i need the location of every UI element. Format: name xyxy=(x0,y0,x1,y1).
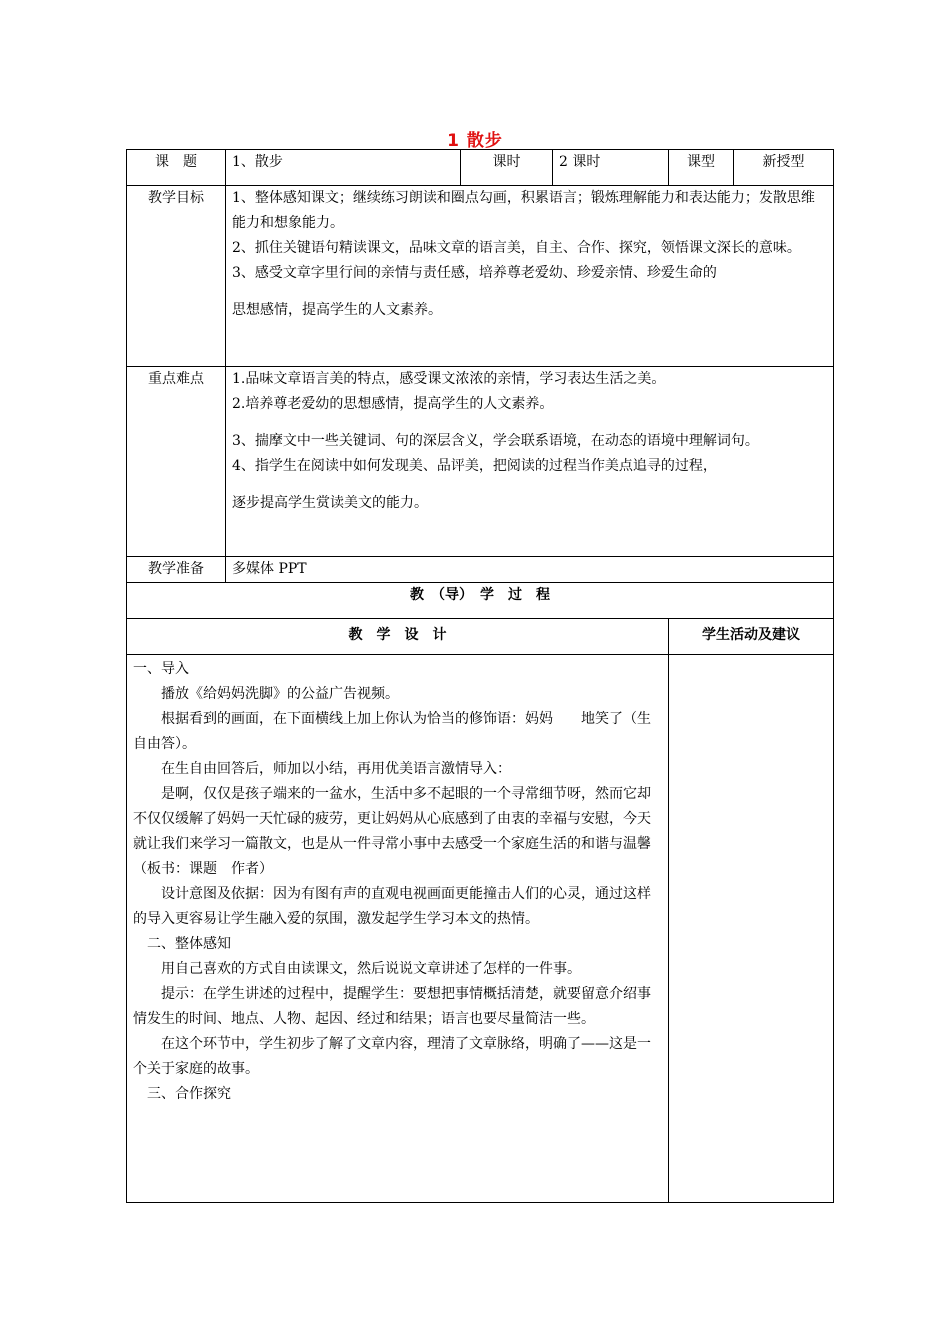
paragraph: 提示：在学生讲述的过程中，提醒学生：要想把事情概括清楚，就要留意介绍事情发生的时间、地点、人物、起因、经过和结果；语言也要尽量简洁一些。 xyxy=(133,986,651,1027)
paragraph: 在生自由回答后，师加以小结，再用优美语言激情导入： xyxy=(161,761,511,777)
goals-label: 教学目标 xyxy=(127,186,226,367)
type-label: 课型 xyxy=(669,150,734,186)
lesson-plan-table xyxy=(126,149,834,1203)
prep-row xyxy=(127,557,834,583)
goals-row xyxy=(127,186,834,367)
paragraph: 根据看到的画面，在下面横线上加上你认为恰当的修饰语：妈妈 地笑了（生自由答）。 xyxy=(133,711,651,752)
goal-item: 3、感受文章字里行间的亲情与责任感，培养尊老爱幼、珍爱亲情、珍爱生命的 xyxy=(232,265,717,281)
keypoints-label: 重点难点 xyxy=(127,367,226,557)
keypoints-content xyxy=(226,367,834,557)
hours-label: 课时 xyxy=(461,150,553,186)
paragraph: 在这个环节中，学生初步了解了文章内容，理清了文章脉络，明确了——这是一个关于家庭的故事。 xyxy=(133,1036,651,1077)
section-header-row xyxy=(127,619,834,655)
body-row xyxy=(127,655,834,1203)
section-heading: 一、导入 xyxy=(133,661,189,677)
topic-value: 1、散步 xyxy=(226,150,461,186)
process-title: 教 （导） 学 过 程 xyxy=(127,583,834,619)
activity-header: 学生活动及建议 xyxy=(669,619,834,655)
type-value: 新授型 xyxy=(734,150,834,186)
design-header: 教 学 设 计 xyxy=(127,619,669,655)
paragraph: 播放《给妈妈洗脚》的公益广告视频。 xyxy=(161,686,399,702)
section-heading: 三、合作探究 xyxy=(147,1086,231,1102)
design-content xyxy=(127,655,669,1203)
prep-value: 多媒体 PPT xyxy=(226,557,834,583)
hours-value: 2 课时 xyxy=(553,150,669,186)
header-row xyxy=(127,150,834,186)
prep-label: 教学准备 xyxy=(127,557,226,583)
goal-item: 1、整体感知课文；继续练习朗读和圈点勾画，积累语言；锻炼理解能力和表达能力；发散思维能力和想象能力。 xyxy=(232,190,815,231)
keypoint-item: 3、揣摩文中一些关键词、句的深层含义，学会联系语境，在动态的语境中理解词句。 xyxy=(232,433,759,449)
paragraph: 用自己喜欢的方式自由读课文，然后说说文章讲述了怎样的一件事。 xyxy=(161,961,581,977)
process-title-row xyxy=(127,583,834,619)
keypoint-item: 逐步提高学生赏读美文的能力。 xyxy=(232,495,428,511)
section-heading: 二、整体感知 xyxy=(147,936,231,952)
keypoint-item: 2.培养尊老爱幼的思想感情，提高学生的人文素养。 xyxy=(232,396,554,412)
keypoint-item: 1.品味文章语言美的特点，感受课文浓浓的亲情，学习表达生活之美。 xyxy=(232,371,666,387)
topic-label: 课 题 xyxy=(127,150,226,186)
paragraph: 设计意图及依据：因为有图有声的直观电视画面更能撞击人们的心灵，通过这样的导入更容易让学生融入爱的氛围，激发起学生学习本文的热情。 xyxy=(133,886,651,927)
goal-item: 2、抓住关键语句精读课文，品味文章的语言美，自主、合作、探究，领悟课文深长的意味。 xyxy=(232,240,801,256)
keypoint-item: 4、指学生在阅读中如何发现美、品评美，把阅读的过程当作美点追寻的过程， xyxy=(232,458,717,474)
goals-content xyxy=(226,186,834,367)
page-title: 1 散步 xyxy=(447,131,503,151)
activity-content xyxy=(669,655,834,1203)
paragraph: 是啊，仅仅是孩子端来的一盆水，生活中多不起眼的一个寻常细节呀，然而它却不仅仅缓解了妈妈一天忙碌的疲劳，更让妈妈从心底感到了由衷的幸福与安慰，今天就让我们来学习一篇散文，也是从一件寻常小事中去感受一个家庭生活的和谐与温馨（板书：课题 作者） xyxy=(133,786,651,877)
keypoints-row xyxy=(127,367,834,557)
goal-item: 思想感情，提高学生的人文素养。 xyxy=(232,302,442,318)
